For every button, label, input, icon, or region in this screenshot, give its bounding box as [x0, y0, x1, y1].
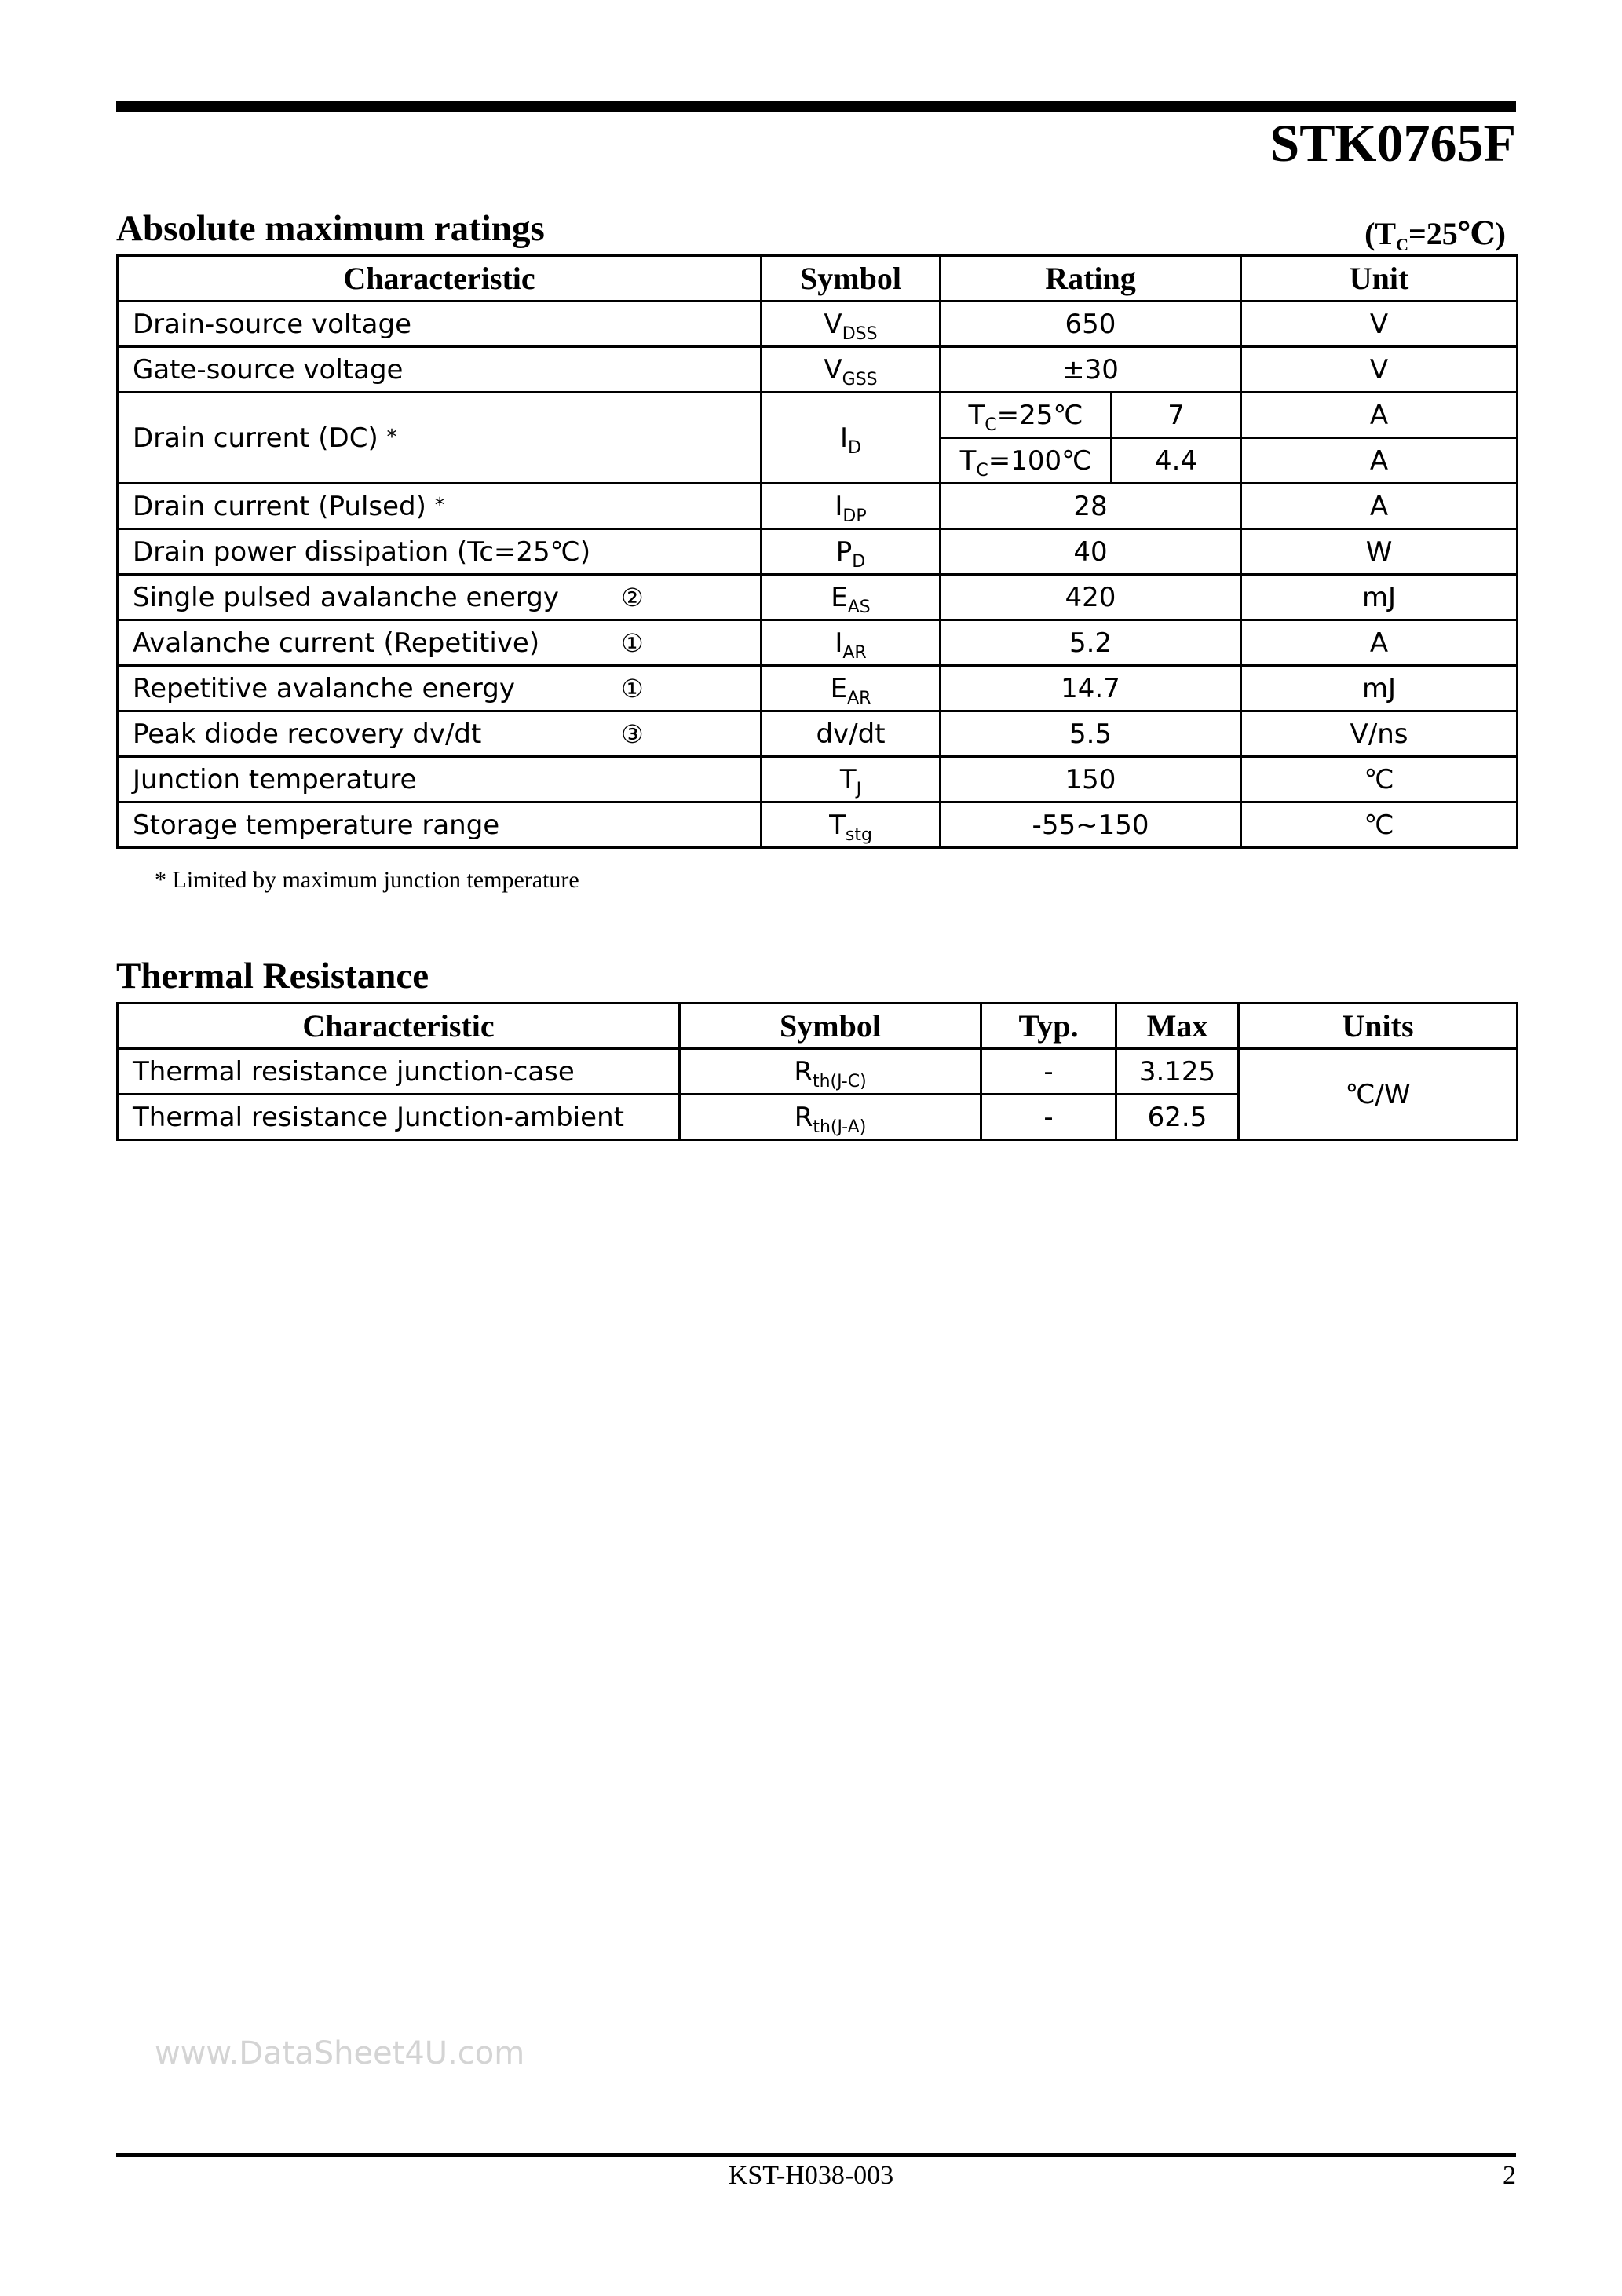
symbol: $I_{DP}$ [762, 484, 941, 529]
typ-value: - [981, 1095, 1116, 1140]
rating: 150 [941, 757, 1241, 803]
rating: 28 [941, 484, 1241, 529]
characteristic: Junction temperature [118, 757, 762, 803]
unit: V/ns [1241, 711, 1518, 757]
rating: 5.2 [941, 620, 1241, 666]
characteristic: Thermal resistance junction-case [118, 1049, 680, 1095]
symbol: $T_J$ [762, 757, 941, 803]
symbol: $V_{DSS}$ [762, 302, 941, 347]
unit: ℃ [1241, 757, 1518, 803]
units: ℃/W [1239, 1049, 1518, 1140]
abs-max-header-row [118, 256, 1518, 302]
rating: 5.5 [941, 711, 1241, 757]
table-row [118, 529, 1518, 575]
rating: 40 [941, 529, 1241, 575]
header-units: Units [1239, 1004, 1518, 1049]
rating: 4.4 [1112, 438, 1241, 484]
header-symbol: Symbol [762, 256, 941, 302]
footnote: * Limited by maximum junction temperature [155, 867, 579, 893]
symbol: $I_D$ [762, 393, 941, 484]
header-rule [116, 101, 1516, 112]
typ-value: - [981, 1049, 1116, 1095]
rating: -55~150 [941, 803, 1241, 848]
characteristic: Repetitive avalanche energy ① [118, 666, 762, 711]
note-marker: ③ [621, 718, 644, 749]
table-row [118, 575, 1518, 620]
doc-code: KST-H038-003 [728, 2161, 894, 2190]
characteristic: Drain current (Pulsed) * [118, 484, 762, 529]
rating: ±30 [941, 347, 1241, 393]
table-row [118, 347, 1518, 393]
footer-rule [116, 2153, 1516, 2157]
symbol: $R_{th(J-A)}$ [680, 1095, 981, 1140]
symbol: dv/dt [762, 711, 941, 757]
characteristic: Thermal resistance Junction-ambient [118, 1095, 680, 1140]
table-row [118, 302, 1518, 347]
header-characteristic: Characteristic [118, 256, 762, 302]
header-unit: Unit [1241, 256, 1518, 302]
header-max: Max [1116, 1004, 1239, 1049]
table-row [118, 757, 1518, 803]
characteristic: Peak diode recovery dv/dt ③ [118, 711, 762, 757]
rating-condition: $T_C=25℃$ [941, 393, 1112, 438]
unit: V [1241, 302, 1518, 347]
note-marker: ① [621, 673, 644, 704]
rating: 14.7 [941, 666, 1241, 711]
characteristic: Avalanche current (Repetitive) ① [118, 620, 762, 666]
table-row [118, 1049, 1518, 1095]
characteristic: Drain-source voltage [118, 302, 762, 347]
rating-condition: $T_C=100℃$ [941, 438, 1112, 484]
header-typ: Typ. [981, 1004, 1116, 1049]
unit: V [1241, 347, 1518, 393]
symbol: $E_{AR}$ [762, 666, 941, 711]
unit: A [1241, 393, 1518, 438]
symbol: $E_{AS}$ [762, 575, 941, 620]
unit: W [1241, 529, 1518, 575]
max-value: 62.5 [1116, 1095, 1239, 1140]
unit: A [1241, 484, 1518, 529]
characteristic: Single pulsed avalanche energy ② [118, 575, 762, 620]
characteristic: Drain power dissipation (Tc=25℃) [118, 529, 762, 575]
table-row [118, 484, 1518, 529]
unit: mJ [1241, 575, 1518, 620]
symbol: $V_{GSS}$ [762, 347, 941, 393]
unit: ℃ [1241, 803, 1518, 848]
abs-max-table [116, 254, 1518, 849]
table-row [118, 393, 1518, 438]
symbol: $I_{AR}$ [762, 620, 941, 666]
unit: mJ [1241, 666, 1518, 711]
rating: 7 [1112, 393, 1241, 438]
note-marker: ① [621, 627, 644, 658]
abs-max-title: Absolute maximum ratings [116, 208, 545, 249]
rating: 420 [941, 575, 1241, 620]
page-number: 2 [1503, 2161, 1516, 2190]
characteristic: Drain current (DC) * [118, 393, 762, 484]
rating: 650 [941, 302, 1241, 347]
unit: A [1241, 438, 1518, 484]
table-row [118, 711, 1518, 757]
symbol: $P_D$ [762, 529, 941, 575]
thermal-header-row [118, 1004, 1518, 1049]
header-symbol: Symbol [680, 1004, 981, 1049]
table-row [118, 620, 1518, 666]
symbol: $T_{stg}$ [762, 803, 941, 848]
table-row [118, 666, 1518, 711]
table-row [118, 803, 1518, 848]
header-rating: Rating [941, 256, 1241, 302]
thermal-title: Thermal Resistance [116, 956, 429, 996]
watermark: www.DataSheet4U.com [155, 2035, 525, 2071]
thermal-table [116, 1002, 1518, 1141]
part-number: STK0765F [1269, 113, 1516, 173]
note-marker: ② [621, 582, 644, 612]
max-value: 3.125 [1116, 1049, 1239, 1095]
abs-max-condition: $(T_C=25℃)$ [1364, 216, 1506, 254]
header-characteristic: Characteristic [118, 1004, 680, 1049]
characteristic: Gate-source voltage [118, 347, 762, 393]
characteristic: Storage temperature range [118, 803, 762, 848]
unit: A [1241, 620, 1518, 666]
symbol: $R_{th(J-C)}$ [680, 1049, 981, 1095]
